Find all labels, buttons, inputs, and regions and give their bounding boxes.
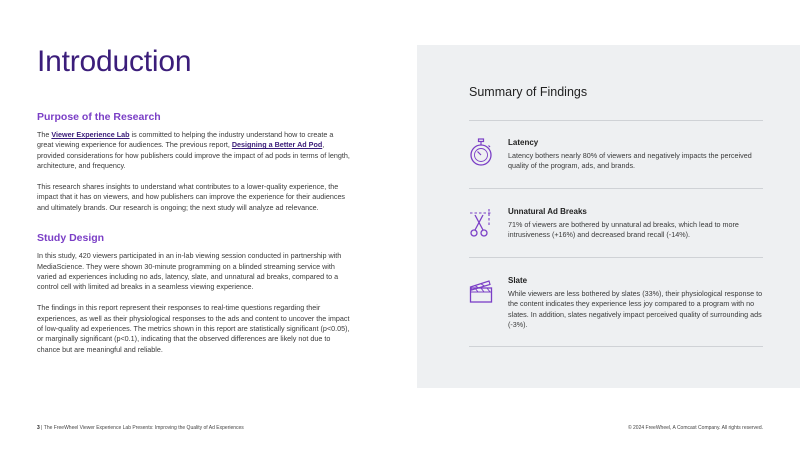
finding-heading: Latency [508, 138, 539, 147]
divider [469, 120, 763, 121]
study-design-heading: Study Design [37, 232, 105, 245]
purpose-text-end: , provided considerations for how publishers could improve the impact of ad pods in terms of length, architecture, and frequency. [37, 140, 350, 171]
footer-separator: | [41, 425, 43, 431]
divider [469, 257, 763, 258]
purpose-paragraph-2: This research shares insights to understand what contributes to a lower-quality experience, the impact that it has on viewers, and how publishers can improve the experience for their audiences and ultimately brands. Our research is ongoing; the next study will analyze ad relevance. [37, 182, 346, 212]
finding-text [508, 138, 764, 172]
stopwatch-icon [469, 138, 493, 170]
scissors-icon [469, 207, 493, 239]
finding-body: 71% of viewers are bothered by unnatural ad breaks, which lead to more intrusiveness (+16%) and decreased brand recall (-14%). [508, 220, 739, 240]
designing-better-ad-pod-link[interactable]: Designing a Better Ad Pod [231, 140, 323, 150]
finding-heading: Slate [508, 276, 528, 285]
purpose-text-mid: is committed to helping the industry understand how to create a great viewing experience for audiences. The previous report, [37, 130, 334, 150]
summary-title: Summary of Findings [469, 85, 588, 99]
finding-body: While viewers are less bothered by slates (33%), their physiological response to the content indicates they experience less joy compared to a program with no slates. In addition, slates negatively impact perceived quality of surrounding ads (-3%). [508, 289, 763, 330]
study-paragraph-1: In this study, 420 viewers participated in an in-lab viewing session conducted in partnership with MediaScience. They were shown 30-minute programming on a blinded streaming service with varied ad experiences including no ads, latency, slate, and unnatural ad breaks, compared to a control cell with limited ad breaks in a seamless viewing experience. [37, 251, 342, 292]
divider [469, 346, 763, 347]
viewer-experience-lab-link[interactable]: Viewer Experience Lab [51, 130, 130, 139]
page-title: Introduction [37, 45, 192, 78]
study-paragraph-2: The findings in this report represent their responses to real-time questions regarding their experiences, as well as their physiological responses to the ads and content to uncover the impact of low-quality ad experiences. The metrics shown in this report are statistically significant (p<0.05), or marginally significant (p<0.1), indicating that the observed differences are likely not due to chance but are meaningful and reliable. [37, 303, 350, 354]
purpose-paragraph-1 [37, 130, 350, 172]
finding-body: Latency bothers nearly 80% of viewers and negatively impacts the perceived quality of the program, ads, and brands. [508, 151, 752, 171]
report-title: The FreeWheel Viewer Experience Lab Presents: Improving the Quality of Ad Experiences [43, 425, 244, 431]
left-column [37, 44, 350, 355]
purpose-text-start: The [37, 130, 52, 139]
footer-report-info [37, 425, 244, 431]
summary-panel [417, 45, 800, 388]
finding-heading: Unnatural Ad Breaks [508, 207, 587, 216]
page-number: 3 [37, 425, 40, 431]
finding-text [508, 207, 764, 241]
footer-copyright: © 2024 FreeWheel, A Comcast Company. All rights reserved. [627, 425, 763, 431]
clapperboard-icon [469, 276, 493, 308]
finding-text [508, 276, 764, 331]
divider [469, 188, 763, 189]
purpose-heading: Purpose of the Research [37, 111, 161, 123]
